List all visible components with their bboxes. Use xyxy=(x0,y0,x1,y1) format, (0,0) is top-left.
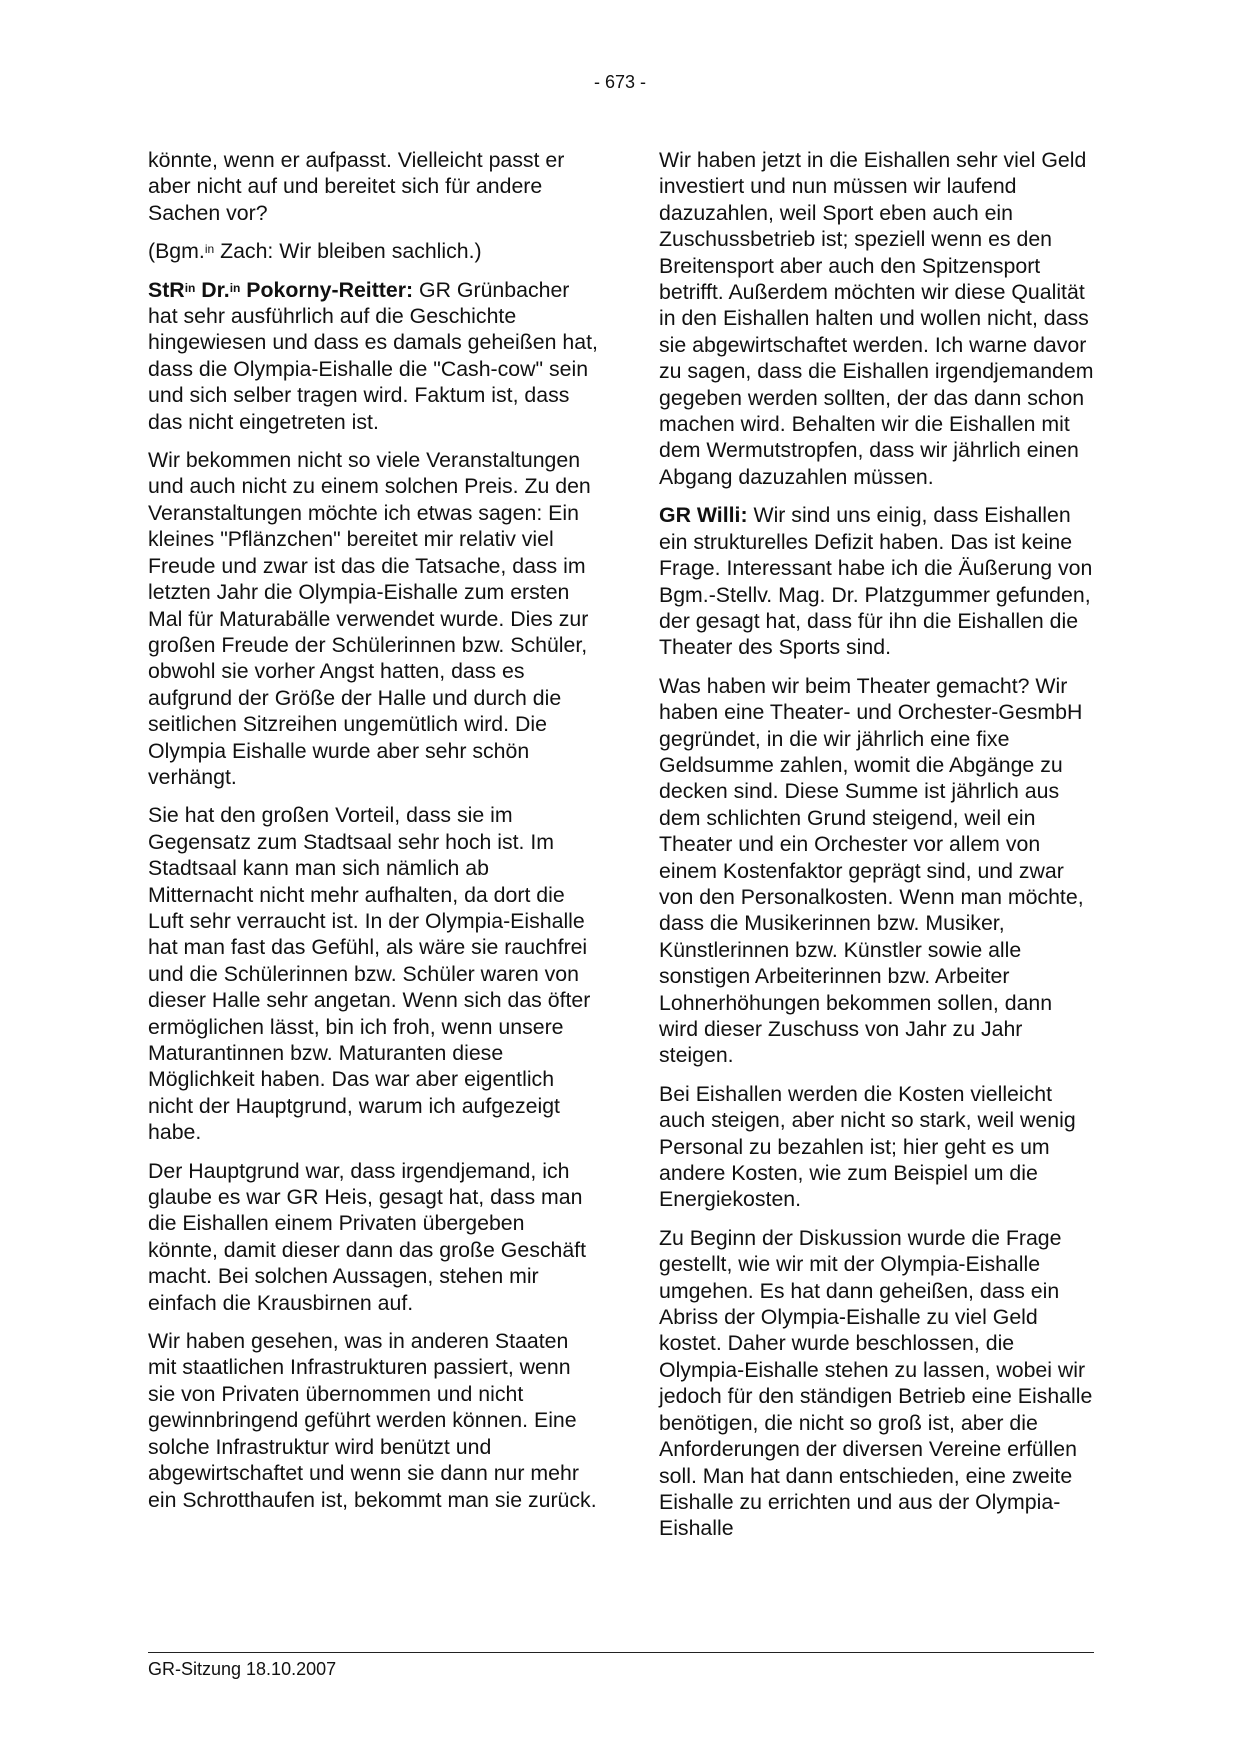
page-number: - 673 - xyxy=(593,72,647,92)
speech-paragraph xyxy=(659,502,1095,660)
right-column xyxy=(659,147,1095,1554)
speaker-name: GR Willi: xyxy=(659,503,748,528)
left-column xyxy=(148,147,600,1525)
speaker-title: StR xyxy=(148,277,185,302)
paragraph: könnte, wenn er aufpasst. Vielleicht passt er aber nicht auf und bereitet sich für andere Sachen vor? xyxy=(148,148,565,225)
paragraph: Sie hat den großen Vorteil, dass sie im Gegensatz zum Stadtsaal sehr hoch ist. Im Stadtsaal kann man sich nämlich ab Mitternacht nicht mehr aufhalten, da dort die Luft sehr verraucht ist. In der Olympia-Eishalle hat man fast das Gefühl, als wäre sie rauchfrei und die Schülerinnen bzw. Schüler waren von dieser Halle sehr angetan. Wenn sich das öfter ermöglichen lässt, bin ich froh, wenn unsere Maturantinnen bzw. Maturanten diese Möglichkeit haben. Das war aber eigentlich nicht der Hauptgrund, warum ich aufgezeigt habe. xyxy=(148,803,591,1145)
paragraph: Was haben wir beim Theater gemacht? Wir haben eine Theater- und Orchester-GesmbH gegründet, in die wir jährlich eine fixe Geldsumme zahlen, womit die Abgänge zu decken sind. Diese Summe ist jährlich aus dem schlichten Grund steigend, weil ein Theater und ein Orchester vor allem von einem Kostenfaktor geprägt sind, und zwar von den Personalkosten. Wenn man möchte, dass die Musikerinnen bzw. Musiker, Künstlerinnen bzw. Künstler sowie alle sonstigen Arbeiterinnen bzw. Arbeiter Lohnerhöhungen bekommen sollen, dann wird dieser Zuschuss von Jahr zu Jahr steigen. xyxy=(659,673,1084,1068)
speech-paragraph xyxy=(148,277,600,435)
speaker-name xyxy=(148,278,413,302)
interjection-text: Zach: Wir bleiben sachlich.) xyxy=(214,239,482,264)
speech-text: Wir sind uns einig, dass Eishallen ein strukturelles Defizit haben. Das ist keine Frage. Interessant habe ich die Äußerung von Bgm.-Stellv. Mag. Dr. Platzgummer gefunden, der gesagt hat, dass für ihn die Eishallen die Theater des Sports sind. xyxy=(659,503,1093,660)
superscript: in xyxy=(229,280,241,295)
speech-text: GR Grünbacher hat sehr ausführlich auf die Geschichte hingewiesen und dass es damals geheißen hat, dass die Olympia-Eishalle die "Cash-cow" sein und sich selber tragen wird. Faktum ist, dass das nicht eingetreten ist. xyxy=(148,277,598,434)
paragraph: Wir haben jetzt in die Eishallen sehr viel Geld investiert und nun müssen wir laufend dazuzahlen, weil Sport eben auch ein Zuschussbetrieb ist; speziell wenn es den Breitensport aber auch den Spitzensport betrifft. Außerdem möchten wir diese Qualität in den Eishallen halten und wollen nicht, dass sie abgewirtschaftet werden. Ich warne davor zu sagen, dass die Eishallen irgendjemandem gegeben werden sollten, der das dann schon machen wird. Behalten wir die Eishallen mit dem Wermutstropfen, dass wir jährlich einen Abgang dazuzahlen müssen. xyxy=(659,148,1094,489)
paragraph: Der Hauptgrund war, dass irgendjemand, ich glaube es war GR Heis, gesagt hat, dass man die Eishallen einem Privaten übergeben könnte, damit dieser dann das große Geschäft macht. Bei solchen Aussagen, stehen mir einfach die Krausbirnen auf. xyxy=(148,1158,587,1315)
superscript: in xyxy=(204,242,215,257)
paragraph: Zu Beginn der Diskussion wurde die Frage gestellt, wie wir mit der Olympia-Eishalle umgehen. Es hat dann geheißen, dass ein Abriss der Olympia-Eishalle zu viel Geld kostet. Daher wurde beschlossen, die Olympia-Eishalle stehen zu lassen, wobei wir jedoch für den ständigen Betrieb eine Eishalle benötigen, die nicht so groß ist, aber die Anforderungen der diversen Vereine erfüllen soll. Man hat dann entschieden, eine zweite Eishalle zu errichten und aus der Olympia-Eishalle xyxy=(659,1225,1093,1541)
paragraph: Wir bekommen nicht so viele Veranstaltungen und auch nicht zu einem solchen Preis. Zu den Veranstaltungen möchte ich etwas sagen: Ein kleines "Pflänzchen" bereitet mir relativ viel Freude und zwar ist das die Tatsache, dass im letzten Jahr die Olympia-Eishalle zum ersten Mal für Maturabälle verwendet wurde. Dies zur großen Freude der Schülerinnen bzw. Schüler, obwohl sie vorher Angst hatten, dass es aufgrund der Größe der Halle und durch die seitlichen Sitzreihen ungemütlich wird. Die Olympia Eishalle wurde aber sehr schön verhängt. xyxy=(148,448,591,789)
footer-session-date: GR-Sitzung 18.10.2007 xyxy=(148,1659,337,1679)
interjection-prefix: (Bgm. xyxy=(148,239,205,264)
interjection xyxy=(148,238,600,264)
paragraph: Wir haben gesehen, was in anderen Staaten mit staatlichen Infrastrukturen passiert, wenn sie von Privaten übernommen und nicht gewinnbringend geführt werden können. Eine solche Infrastruktur wird benützt und abgewirtschaftet und wenn sie dann nur mehr ein Schrotthaufen ist, bekommt man sie zurück. xyxy=(148,1329,597,1512)
superscript: in xyxy=(184,280,196,295)
paragraph: Bei Eishallen werden die Kosten vielleicht auch steigen, aber nicht so stark, weil wenig Personal zu bezahlen ist; hier geht es um andere Kosten, wie zum Beispiel um die Energiekosten. xyxy=(659,1081,1076,1212)
speaker-title: Dr. xyxy=(195,277,230,302)
footer-divider xyxy=(148,1652,1094,1653)
speaker-surname: Pokorny-Reitter: xyxy=(240,277,414,302)
